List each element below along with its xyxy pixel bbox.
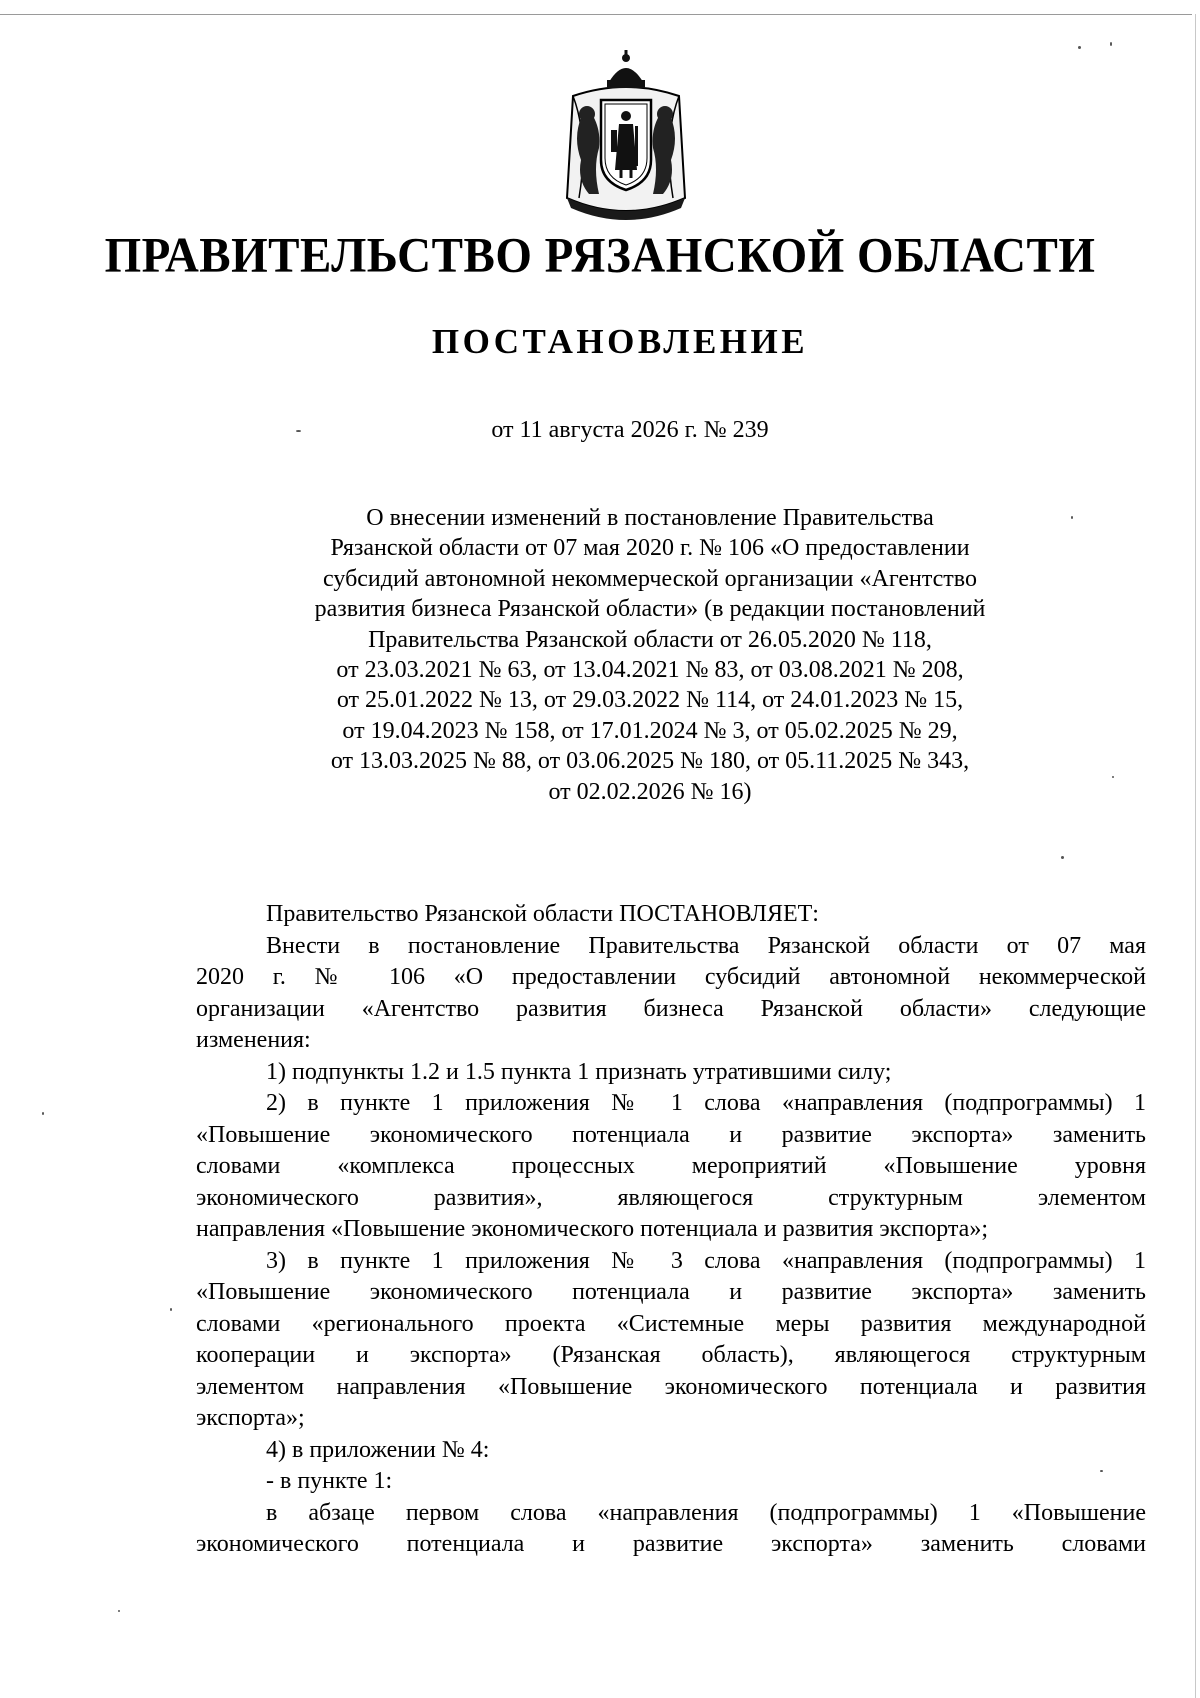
heading-line: О внесении изменений в постановление Правительства	[366, 505, 934, 531]
scan-speck	[1071, 516, 1073, 519]
document-date-number: от 11 августа 2026 г. № 239	[491, 417, 769, 443]
body-line: в абзаце первом слова «направления (подпрограммы) 1 «Повышение	[266, 1499, 1146, 1526]
body-line: экономического потенциала и развитие экспорта» заменить словами	[196, 1531, 1146, 1557]
scan-speck	[1112, 776, 1114, 778]
heading-line: субсидий автономной некоммерческой организации «Агентство	[323, 565, 977, 592]
heading-line: от 19.04.2023 № 158, от 17.01.2024 № 3, от 05.02.2025 № 29,	[342, 717, 958, 744]
heading-line: Правительства Рязанской области от 26.05.2020 № 118,	[368, 626, 932, 653]
scan-speck	[170, 1308, 172, 1311]
document-type: ПОСТАНОВЛЕНИЕ	[431, 322, 809, 361]
body-line: кооперации и экспорта» (Рязанская область), являющегося структурным	[196, 1342, 1146, 1368]
scan-edge-top	[0, 14, 1192, 15]
body-line: словами «комплекса процессных мероприятий «Повышение уровня	[196, 1153, 1146, 1179]
body-line: 1) подпункты 1.2 и 1.5 пункта 1 признать утратившими силу;	[266, 1058, 892, 1085]
heading-line: от 13.03.2025 № 88, от 03.06.2025 № 180, от 05.11.2025 № 343,	[330, 748, 970, 775]
body-line: - в пункте 1:	[266, 1468, 393, 1494]
body-line: Правительство Рязанской области ПОСТАНОВЛЯЕТ:	[266, 901, 819, 927]
heading-line: от 23.03.2021 № 63, от 13.04.2021 № 83, от 03.08.2021 № 208,	[336, 657, 964, 684]
government-title: ПРАВИТЕЛЬСТВО РЯЗАНСКОЙ ОБЛАСТИ	[104, 228, 1096, 284]
scan-speck	[118, 1610, 120, 1612]
heading-line: от 02.02.2026 № 16)	[548, 778, 752, 805]
body-line: элементом направления «Повышение экономического потенциала и развития	[196, 1373, 1146, 1400]
heading-line: развития бизнеса Рязанской области» (в редакции постановлений	[314, 596, 986, 623]
scan-speck	[1100, 1470, 1103, 1472]
body-line: «Повышение экономического потенциала и развитие экспорта» заменить	[196, 1279, 1146, 1305]
body-line: организации «Агентство развития бизнеса Рязанской области» следующие	[196, 995, 1146, 1022]
heading-line: от 25.01.2022 № 13, от 29.03.2022 № 114, от 24.01.2023 № 15,	[336, 687, 964, 714]
body-line: изменения:	[196, 1027, 311, 1053]
document-heading	[270, 503, 1030, 807]
heading-line: Рязанской области от 07 мая 2020 г. № 106 «О предоставлении	[330, 535, 970, 562]
body-line: Внести в постановление Правительства Рязанской области от 07 мая	[266, 932, 1146, 959]
body-line: словами «регионального проекта «Системные меры развития международной	[196, 1310, 1146, 1337]
body-line: 2020 г. № 106 «О предоставлении субсидий автономной некоммерческой	[196, 964, 1146, 990]
body-line: 2) в пункте 1 приложения № 1 слова «направления (подпрограммы) 1	[266, 1090, 1146, 1116]
scan-speck	[1061, 856, 1064, 859]
body-line: экспорта»;	[196, 1405, 305, 1431]
body-line: «Повышение экономического потенциала и развитие экспорта» заменить	[196, 1121, 1146, 1148]
body-line: направления «Повышение экономического потенциала и развития экспорта»;	[196, 1216, 988, 1242]
scan-speck	[296, 430, 301, 432]
body-line: 4) в приложении № 4:	[266, 1436, 490, 1463]
body-line: экономического развития», являющегося структурным элементом	[196, 1184, 1146, 1211]
scan-speck	[1110, 42, 1112, 46]
scan-speck	[42, 1112, 44, 1115]
body-line: 3) в пункте 1 приложения № 3 слова «направления (подпрограммы) 1	[266, 1247, 1146, 1274]
scan-speck	[1078, 46, 1081, 49]
document-body	[196, 899, 1146, 1561]
coat-of-arms-emblem	[559, 48, 693, 226]
